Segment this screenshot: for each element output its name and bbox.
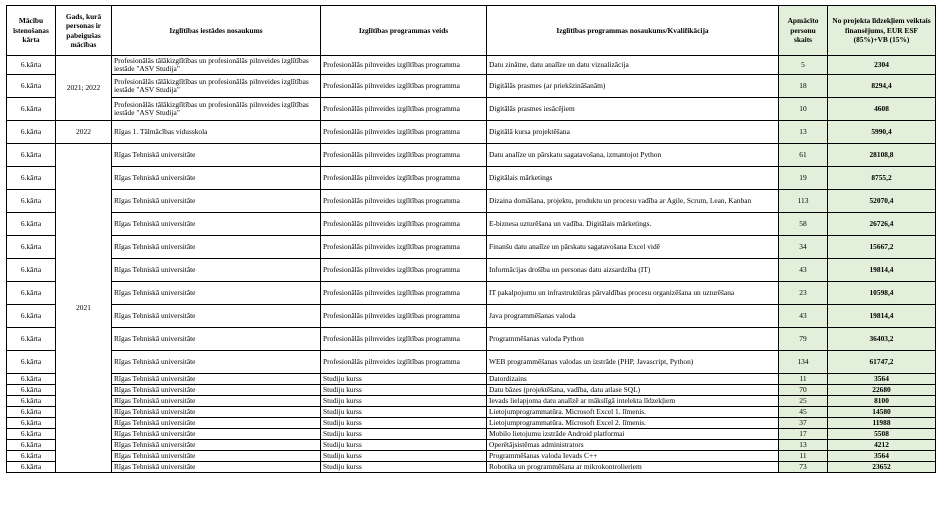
finansejums-cell: 8755,2 [828, 167, 936, 190]
karta-cell: 6.kārta [7, 440, 56, 451]
iestade-cell: Rīgas Tehniskā universitāte [112, 259, 321, 282]
header-gads: Gads, kurā personas ir pabeigušas mācības [56, 6, 112, 56]
iestade-cell: Rīgas Tehniskā universitāte [112, 282, 321, 305]
table-row [7, 440, 936, 451]
table-row [7, 259, 936, 282]
finansejums-cell: 3564 [828, 451, 936, 462]
skaits-cell: 10 [779, 98, 828, 121]
skaits-cell: 34 [779, 236, 828, 259]
table-body [7, 56, 936, 473]
table-row [7, 236, 936, 259]
karta-cell: 6.kārta [7, 407, 56, 418]
skaits-cell: 70 [779, 385, 828, 396]
veids-cell: Profesionālās pilnveides izglītības programma [321, 259, 487, 282]
finansejums-cell: 52070,4 [828, 190, 936, 213]
programma-cell: Digitālais mārketings [487, 167, 779, 190]
table-row [7, 56, 936, 75]
table-row [7, 75, 936, 98]
skaits-cell: 134 [779, 351, 828, 374]
skaits-cell: 11 [779, 451, 828, 462]
finansejums-cell: 5990,4 [828, 121, 936, 144]
table-row [7, 167, 936, 190]
header-veids: Izglītības programmas veids [321, 6, 487, 56]
veids-cell: Profesionālās pilnveides izglītības programma [321, 75, 487, 98]
programma-cell: Informācijas drošība un personas datu aizsardzība (IT) [487, 259, 779, 282]
table-row [7, 462, 936, 473]
finansejums-cell: 28108,8 [828, 144, 936, 167]
iestade-cell: Rīgas Tehniskā universitāte [112, 429, 321, 440]
finansejums-cell: 36403,2 [828, 328, 936, 351]
finansejums-cell: 3564 [828, 374, 936, 385]
table-row [7, 407, 936, 418]
karta-cell: 6.kārta [7, 429, 56, 440]
table-row [7, 213, 936, 236]
header-iestade: Izglītības iestādes nosaukums [112, 6, 321, 56]
programma-cell: Programmēšanas valoda Python [487, 328, 779, 351]
programma-cell: Datordizains [487, 374, 779, 385]
year-cell: 2021; 2022 [56, 56, 112, 121]
iestade-cell: Rīgas 1. Tālmācības vidusskola [112, 121, 321, 144]
programma-cell: Ievads lielapjoma datu analīzē ar mākslīgā intelekta līdzekļiem [487, 396, 779, 407]
iestade-cell: Rīgas Tehniskā universitāte [112, 418, 321, 429]
programma-cell: Digitālās prasmes (ar priekšzināšanām) [487, 75, 779, 98]
table-row [7, 190, 936, 213]
veids-cell: Profesionālās pilnveides izglītības programma [321, 56, 487, 75]
programma-cell: Operētājsistēmas administrators [487, 440, 779, 451]
veids-cell: Profesionālās pilnveides izglītības programma [321, 121, 487, 144]
veids-cell: Studiju kurss [321, 374, 487, 385]
programma-cell: Robotika un programmēšana ar mikrokontrolieriem [487, 462, 779, 473]
finansejums-cell: 26726,4 [828, 213, 936, 236]
veids-cell: Studiju kurss [321, 396, 487, 407]
table-row [7, 429, 936, 440]
skaits-cell: 18 [779, 75, 828, 98]
veids-cell: Profesionālās pilnveides izglītības programma [321, 351, 487, 374]
iestade-cell: Rīgas Tehniskā universitāte [112, 351, 321, 374]
skaits-cell: 5 [779, 56, 828, 75]
veids-cell: Profesionālās pilnveides izglītības programma [321, 167, 487, 190]
iestade-cell: Rīgas Tehniskā universitāte [112, 440, 321, 451]
programma-cell: Digitālās prasmes iesācējiem [487, 98, 779, 121]
karta-cell: 6.kārta [7, 396, 56, 407]
karta-cell: 6.kārta [7, 328, 56, 351]
finansejums-cell: 22680 [828, 385, 936, 396]
table-row [7, 351, 936, 374]
programma-cell: WEB programmēšanas valodas un izstrāde (PHP, Javascript, Python) [487, 351, 779, 374]
programma-cell: Digitālā kursa projektēšana [487, 121, 779, 144]
table-row [7, 305, 936, 328]
skaits-cell: 23 [779, 282, 828, 305]
skaits-cell: 11 [779, 374, 828, 385]
finansejums-cell: 5508 [828, 429, 936, 440]
skaits-cell: 79 [779, 328, 828, 351]
karta-cell: 6.kārta [7, 121, 56, 144]
skaits-cell: 43 [779, 259, 828, 282]
finansejums-cell: 11988 [828, 418, 936, 429]
karta-cell: 6.kārta [7, 144, 56, 167]
table-row [7, 282, 936, 305]
karta-cell: 6.kārta [7, 75, 56, 98]
finansejums-cell: 15667,2 [828, 236, 936, 259]
programma-cell: Dizaina domāšana, projektu, produktu un procesu vadība ar Agile, Scrum, Lean, Kanban [487, 190, 779, 213]
veids-cell: Profesionālās pilnveides izglītības programma [321, 236, 487, 259]
iestade-cell: Rīgas Tehniskā universitāte [112, 374, 321, 385]
iestade-cell: Rīgas Tehniskā universitāte [112, 144, 321, 167]
karta-cell: 6.kārta [7, 98, 56, 121]
header-finansejums: No projekta līdzekļiem veiktais finansējums, EUR ESF (85%)+VB (15%) [828, 6, 936, 56]
iestade-cell: Rīgas Tehniskā universitāte [112, 236, 321, 259]
table-row [7, 396, 936, 407]
veids-cell: Profesionālās pilnveides izglītības programma [321, 305, 487, 328]
table-row [7, 418, 936, 429]
veids-cell: Studiju kurss [321, 429, 487, 440]
skaits-cell: 58 [779, 213, 828, 236]
finansejums-cell: 14580 [828, 407, 936, 418]
iestade-cell: Rīgas Tehniskā universitāte [112, 213, 321, 236]
skaits-cell: 13 [779, 121, 828, 144]
skaits-cell: 19 [779, 167, 828, 190]
karta-cell: 6.kārta [7, 462, 56, 473]
skaits-cell: 113 [779, 190, 828, 213]
karta-cell: 6.kārta [7, 190, 56, 213]
skaits-cell: 13 [779, 440, 828, 451]
karta-cell: 6.kārta [7, 213, 56, 236]
header-skaits: Apmācīto personu skaits [779, 6, 828, 56]
skaits-cell: 45 [779, 407, 828, 418]
programma-cell: Java programmēšanas valoda [487, 305, 779, 328]
iestade-cell: Rīgas Tehniskā universitāte [112, 305, 321, 328]
karta-cell: 6.kārta [7, 374, 56, 385]
veids-cell: Profesionālās pilnveides izglītības programma [321, 328, 487, 351]
finansejums-cell: 4608 [828, 98, 936, 121]
table-row [7, 328, 936, 351]
programma-cell: Programmēšanas valoda Ievads C++ [487, 451, 779, 462]
iestade-cell: Rīgas Tehniskā universitāte [112, 396, 321, 407]
table-row [7, 98, 936, 121]
karta-cell: 6.kārta [7, 451, 56, 462]
karta-cell: 6.kārta [7, 305, 56, 328]
skaits-cell: 43 [779, 305, 828, 328]
iestade-cell: Rīgas Tehniskā universitāte [112, 451, 321, 462]
finansejums-cell: 23652 [828, 462, 936, 473]
iestade-cell: Rīgas Tehniskā universitāte [112, 385, 321, 396]
karta-cell: 6.kārta [7, 167, 56, 190]
iestade-cell: Profesionālās tālākizglītības un profesionālās pilnveides izglītības iestāde "ASV Studija" [112, 75, 321, 98]
table-row [7, 144, 936, 167]
skaits-cell: 17 [779, 429, 828, 440]
programma-cell: IT pakalpojumu un infrastruktūras pārvaldības procesu organizēšana un uzturēšana [487, 282, 779, 305]
skaits-cell: 61 [779, 144, 828, 167]
finansejums-cell: 61747,2 [828, 351, 936, 374]
finansejums-cell: 8294,4 [828, 75, 936, 98]
skaits-cell: 73 [779, 462, 828, 473]
year-cell: 2021 [56, 144, 112, 473]
veids-cell: Studiju kurss [321, 462, 487, 473]
programma-cell: Lietojumprogrammatūra. Microsoft Excel 2. līmenis. [487, 418, 779, 429]
iestade-cell: Rīgas Tehniskā universitāte [112, 167, 321, 190]
programma-cell: Datu zinātne, datu analīze un datu vizualizācija [487, 56, 779, 75]
iestade-cell: Profesionālās tālākizglītības un profesionālās pilnveides izglītības iestāde "ASV Studija" [112, 98, 321, 121]
veids-cell: Profesionālās pilnveides izglītības programma [321, 144, 487, 167]
iestade-cell: Rīgas Tehniskā universitāte [112, 328, 321, 351]
veids-cell: Studiju kurss [321, 440, 487, 451]
veids-cell: Studiju kurss [321, 418, 487, 429]
karta-cell: 6.kārta [7, 351, 56, 374]
veids-cell: Profesionālās pilnveides izglītības programma [321, 190, 487, 213]
programmes-table [6, 5, 936, 473]
programma-cell: Lietojumprogrammatūra. Microsoft Excel 1. līmenis. [487, 407, 779, 418]
karta-cell: 6.kārta [7, 259, 56, 282]
iestade-cell: Rīgas Tehniskā universitāte [112, 190, 321, 213]
programma-cell: Mobilo lietojumu izstrāde Android platformai [487, 429, 779, 440]
header-programma: Izglītības programmas nosaukums/Kvalifikācija [487, 6, 779, 56]
programma-cell: Datu analīze un pārskatu sagatavošana, izmantojot Python [487, 144, 779, 167]
finansejums-cell: 2304 [828, 56, 936, 75]
veids-cell: Studiju kurss [321, 451, 487, 462]
finansejums-cell: 8100 [828, 396, 936, 407]
year-cell: 2022 [56, 121, 112, 144]
veids-cell: Studiju kurss [321, 385, 487, 396]
finansejums-cell: 10598,4 [828, 282, 936, 305]
karta-cell: 6.kārta [7, 236, 56, 259]
finansejums-cell: 19814,4 [828, 305, 936, 328]
veids-cell: Profesionālās pilnveides izglītības programma [321, 282, 487, 305]
table-row [7, 121, 936, 144]
karta-cell: 6.kārta [7, 282, 56, 305]
table-row [7, 451, 936, 462]
table-row [7, 374, 936, 385]
iestade-cell: Rīgas Tehniskā universitāte [112, 462, 321, 473]
karta-cell: 6.kārta [7, 418, 56, 429]
header-karta: Mācību īstenošanas kārta [7, 6, 56, 56]
veids-cell: Profesionālās pilnveides izglītības programma [321, 213, 487, 236]
table-row [7, 385, 936, 396]
finansejums-cell: 4212 [828, 440, 936, 451]
karta-cell: 6.kārta [7, 56, 56, 75]
veids-cell: Studiju kurss [321, 407, 487, 418]
header-row [7, 6, 936, 56]
finansejums-cell: 19814,4 [828, 259, 936, 282]
iestade-cell: Profesionālās tālākizglītības un profesionālās pilnveides izglītības iestāde "ASV Studija" [112, 56, 321, 75]
iestade-cell: Rīgas Tehniskā universitāte [112, 407, 321, 418]
programma-cell: E-biznesa uzturēšana un vadība. Digitālais mārketings. [487, 213, 779, 236]
veids-cell: Profesionālās pilnveides izglītības programma [321, 98, 487, 121]
skaits-cell: 25 [779, 396, 828, 407]
programma-cell: Datu bāzes (projektēšana, vadība, datu atlase SQL) [487, 385, 779, 396]
karta-cell: 6.kārta [7, 385, 56, 396]
skaits-cell: 37 [779, 418, 828, 429]
programma-cell: Finanšu datu analīze un pārskatu sagatavošana Excel vidē [487, 236, 779, 259]
